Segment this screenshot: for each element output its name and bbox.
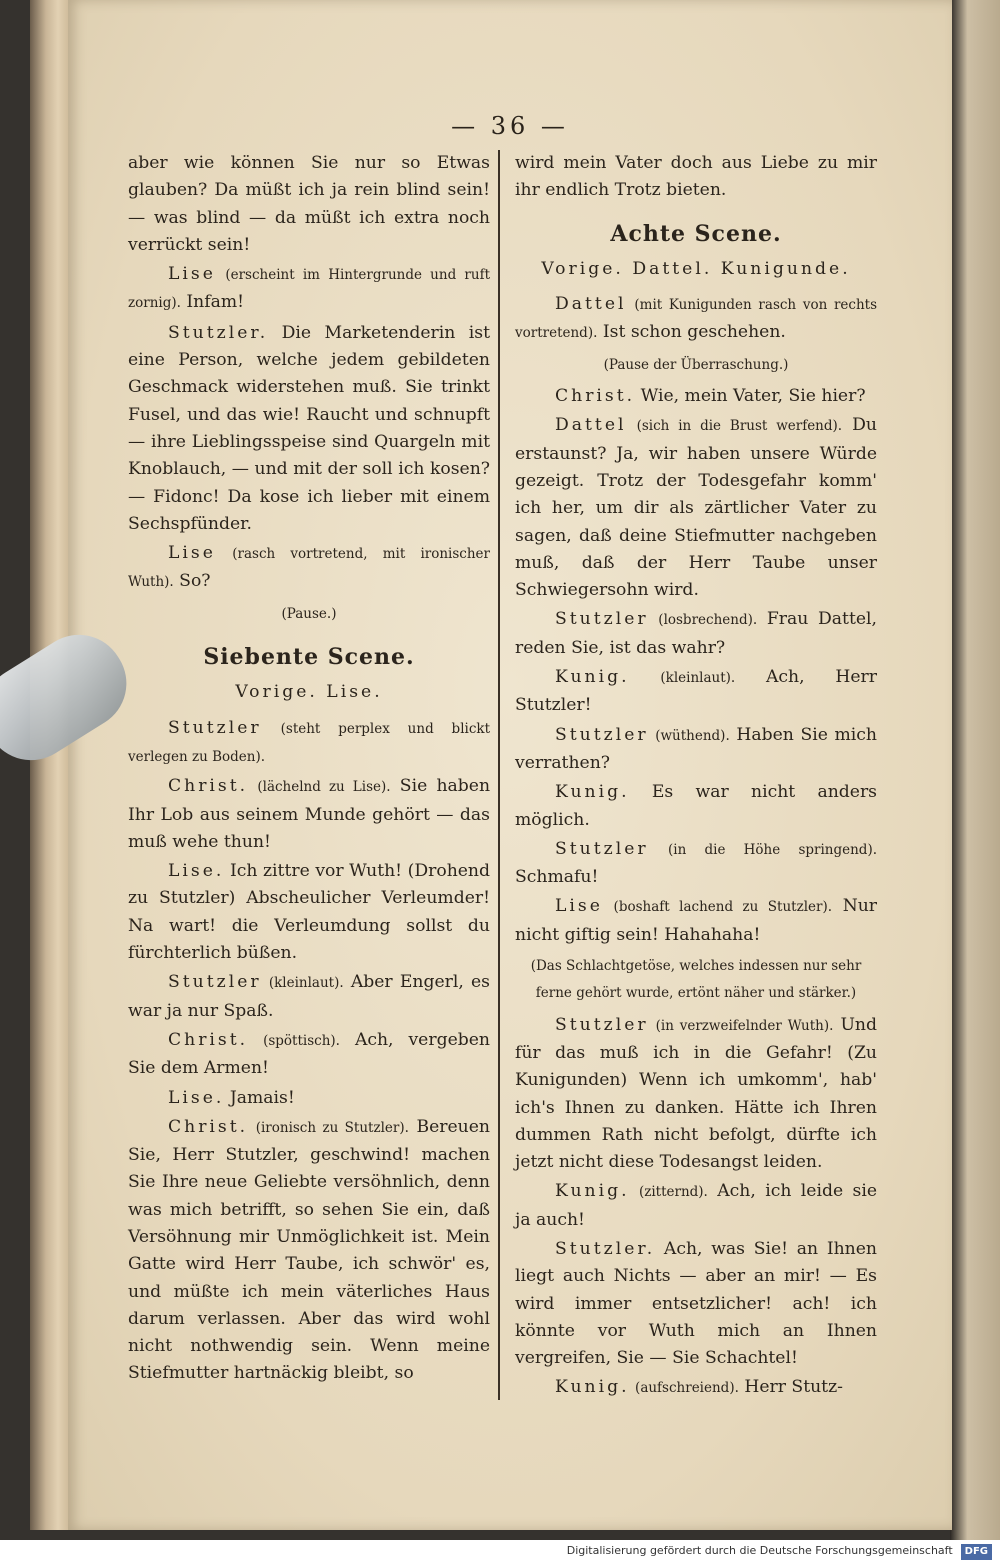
stage-direction-inline: (in die Höhe springend). [668,841,878,858]
dialogue-paragraph [515,412,877,604]
dialogue-text: aber wie können Sie nur so Etwas glauben? Da müßt ich ja rein blind sein! — was blind — da müßt ich extra noch verrückt sein! [128,153,490,255]
speaker-name: Lise. [168,861,225,882]
dialogue-text: Die Marketenderin ist eine Person, welche jedem gebildeten Geschmack widerstehen muß. Sie trinkt Fusel, und das wie! Raucht und schnupft — ihre Lieblingsspeise sind Quargeln mit Knoblauch, — und mit der soll ich kosen? — Fidonc! Da kose ich lieber mit einem Sechspfünder. [128,322,490,534]
dialogue-text: Schmafu! [515,867,599,888]
stage-direction: (Das Schlachtgetöse, welches indessen nur sehr ferne gehört wurde, ertönt näher und stärker.) [530,958,862,1002]
dialogue-text: Frau Dattel, reden Sie, ist das wahr? [515,609,877,658]
book-page [68,0,952,1530]
dialogue-paragraph [515,836,877,892]
dialogue-text: Ach, was Sie! an Ihnen liegt auch Nichts — aber an mir! — Es wird immer entsetzlicher! ach! ich könnte vor Wuth mich an Ihnen vergreifen, Sie — Sie Schachtel! [515,1238,877,1369]
stage-direction-inline: (sich in die Brust werfend). [636,418,843,435]
dialogue-text: Du erstaunst? Ja, wir haben unsere Würde gezeigt. Trotz der Todesgefahr komm' ich her, um dir als zärtlicher Vater zu sagen, daß deine Stiefmutter nachgeben muß, daß der Herr Taube unser Schwiegersohn wird. [515,415,877,601]
dialogue-paragraph [515,893,877,949]
cast-list: Vorige. Dattel. Kunigunde. [541,258,851,279]
dialogue-paragraph [515,664,877,720]
dialogue-paragraph [128,150,490,259]
cast-list: Vorige. Lise. [235,682,383,703]
stage-direction-inline: (steht perplex und blickt verlegen zu Boden). [128,720,490,765]
dialogue-text: Wie, mein Vater, Sie hier? [640,386,866,407]
dialogue-text: Ach, vergeben Sie dem Armen! [128,1029,490,1079]
stage-direction-inline: (wüthend). [655,727,730,744]
dialogue-paragraph [515,722,877,778]
left-column [128,150,490,1390]
dialogue-text: Herr Stutz- [744,1377,843,1398]
stage-direction-inline: (spöttisch). [263,1032,340,1049]
dialogue-paragraph [128,858,490,967]
dialogue-paragraph [515,1012,877,1177]
speaker-name: Christ. [168,1029,249,1050]
dfg-logo-icon: DFG [961,1544,992,1560]
stage-direction-inline: (mit Kunigunden rasch von rechts vortretend). [515,297,878,342]
dialogue-paragraph [128,540,490,597]
dialogue-paragraph [128,1027,490,1083]
dialogue-paragraph [128,773,490,856]
footer-text: Digitalisierung gefördert durch die Deutsche Forschungsgemeinschaft [566,1544,953,1557]
dialogue-text: Ach, Herr Stutzler! [515,667,877,716]
speaker-name: Lise [555,896,603,917]
dialogue-text: Nur nicht giftig sein! Hahahaha! [515,896,878,945]
speaker-name: Christ. [168,776,249,797]
dialogue-text: Ich zittre vor Wuth! (Drohend zu Stutzler) Abscheulicher Verleumder! Na wart! die Verleumdung sollst du fürchterlich büßen. [128,861,491,964]
dialogue-text: Infam! [186,292,245,313]
dialogue-paragraph [515,1236,877,1372]
dialogue-paragraph [515,383,877,410]
dialogue-text: Bereuen Sie, Herr Stutzler, geschwind! machen Sie Ihre neue Geliebte versöhnlich, denn was mich betrifft, so sehen Sie ein, daß Versöhnung mir Unmöglichkeit ist. Mein Gatte wird Herr Taube, ich schwör' es, und müßte ich mein väterliches Haus darum verlassen. Aber das wird wohl nicht nothwendig sein. Wenn meine Stiefmutter hartnäckig bleibt, so [128,1116,490,1384]
stage-direction-inline: (erscheint im Hintergrunde und ruft zornig). [128,267,490,312]
dialogue-paragraph [128,1114,490,1388]
dialogue-text: Ist schon geschehen. [602,322,786,343]
stage-direction: (Pause der Überraschung.) [603,356,789,373]
dialogue-paragraph [515,779,877,834]
dialogue-paragraph [515,1178,877,1234]
speaker-name: Stutzler [555,724,649,745]
stage-direction-inline: (kleinlaut). [268,975,344,992]
speaker-name: Stutzler [555,1014,649,1035]
dialogue-text: Es war nicht anders möglich. [515,782,877,830]
speaker-name: Dattel [555,294,627,315]
dialogue-text: Ach, ich leide sie ja auch! [515,1181,877,1230]
speaker-name: Stutzler. [555,1238,656,1259]
dialogue-text: Haben Sie mich verrathen? [515,724,877,773]
speaker-name: Kunig. [555,782,630,803]
right-column [515,150,877,1405]
stage-direction-inline: (boshaft lachend zu Stutzler). [613,899,833,916]
speaker-name: Lise. [168,1087,225,1108]
speaker-name: Kunig. [555,667,630,688]
dialogue-text: So? [179,571,211,592]
stage-direction-inline: (lächelnd zu Lise). [257,779,391,796]
speaker-name: Stutzler [555,609,649,630]
dialogue-paragraph [128,320,490,538]
dialogue-text: Sie haben Ihr Lob aus seinem Munde gehört — das muß wehe thun! [128,776,491,852]
adjacent-page-strip [950,0,1000,1540]
speaker-name: Stutzler [168,972,262,993]
stage-direction-inline: (rasch vortretend, mit ironischer Wuth). [128,546,491,591]
scene-title: Siebente Scene. [203,644,415,671]
speaker-name: Dattel [555,415,627,436]
speaker-name: Stutzler. [168,322,269,343]
stage-direction-inline: (aufschreiend). [635,1380,739,1397]
speaker-name: Kunig. [555,1181,630,1202]
speaker-name: Christ. [168,1116,249,1137]
scene-title: Achte Scene. [610,220,782,247]
stage-direction: (Pause.) [281,605,337,622]
stage-direction-inline: (in verzweifelnder Wuth). [655,1017,834,1034]
speaker-name: Stutzler [555,838,649,859]
stage-direction-inline: (kleinlaut). [660,670,736,687]
stage-direction-inline: (ironisch zu Stutzler). [255,1119,409,1136]
dialogue-text: Aber Engerl, es war ja nur Spaß. [128,972,490,1021]
dialogue-paragraph [515,150,877,205]
dialogue-paragraph [128,715,490,772]
speaker-name: Stutzler [168,717,262,738]
dialogue-text: Und für das muß ich in die Gefahr! (Zu Kunigunden) Wenn ich umkomm', hab' ich's Ihnen zu danken. Hätte ich Ihren dummen Rath nicht befolgt, dürfte ich jetzt nicht diese Todesangst leiden. [515,1014,877,1173]
dialogue-paragraph [515,1374,877,1402]
dialogue-paragraph [128,261,490,318]
dialogue-paragraph [128,1085,490,1112]
speaker-name: Lise [168,264,216,285]
stage-direction-inline: (zitternd). [638,1184,708,1201]
page-number: — 36 — [451,112,569,140]
dialogue-text: Jamais! [229,1087,295,1108]
stage-direction-inline: (losbrechend). [658,612,758,629]
column-divider [498,150,500,1400]
digitization-footer [0,1540,1000,1562]
dialogue-paragraph [128,969,490,1025]
dialogue-paragraph [515,291,877,348]
book-page-edges [30,0,70,1530]
dialogue-paragraph [515,606,877,662]
speaker-name: Kunig. [555,1377,630,1398]
dialogue-text: wird mein Vater doch aus Liebe zu mir ihr endlich Trotz bieten. [515,153,877,201]
speaker-name: Lise [168,543,216,564]
speaker-name: Christ. [555,386,636,407]
